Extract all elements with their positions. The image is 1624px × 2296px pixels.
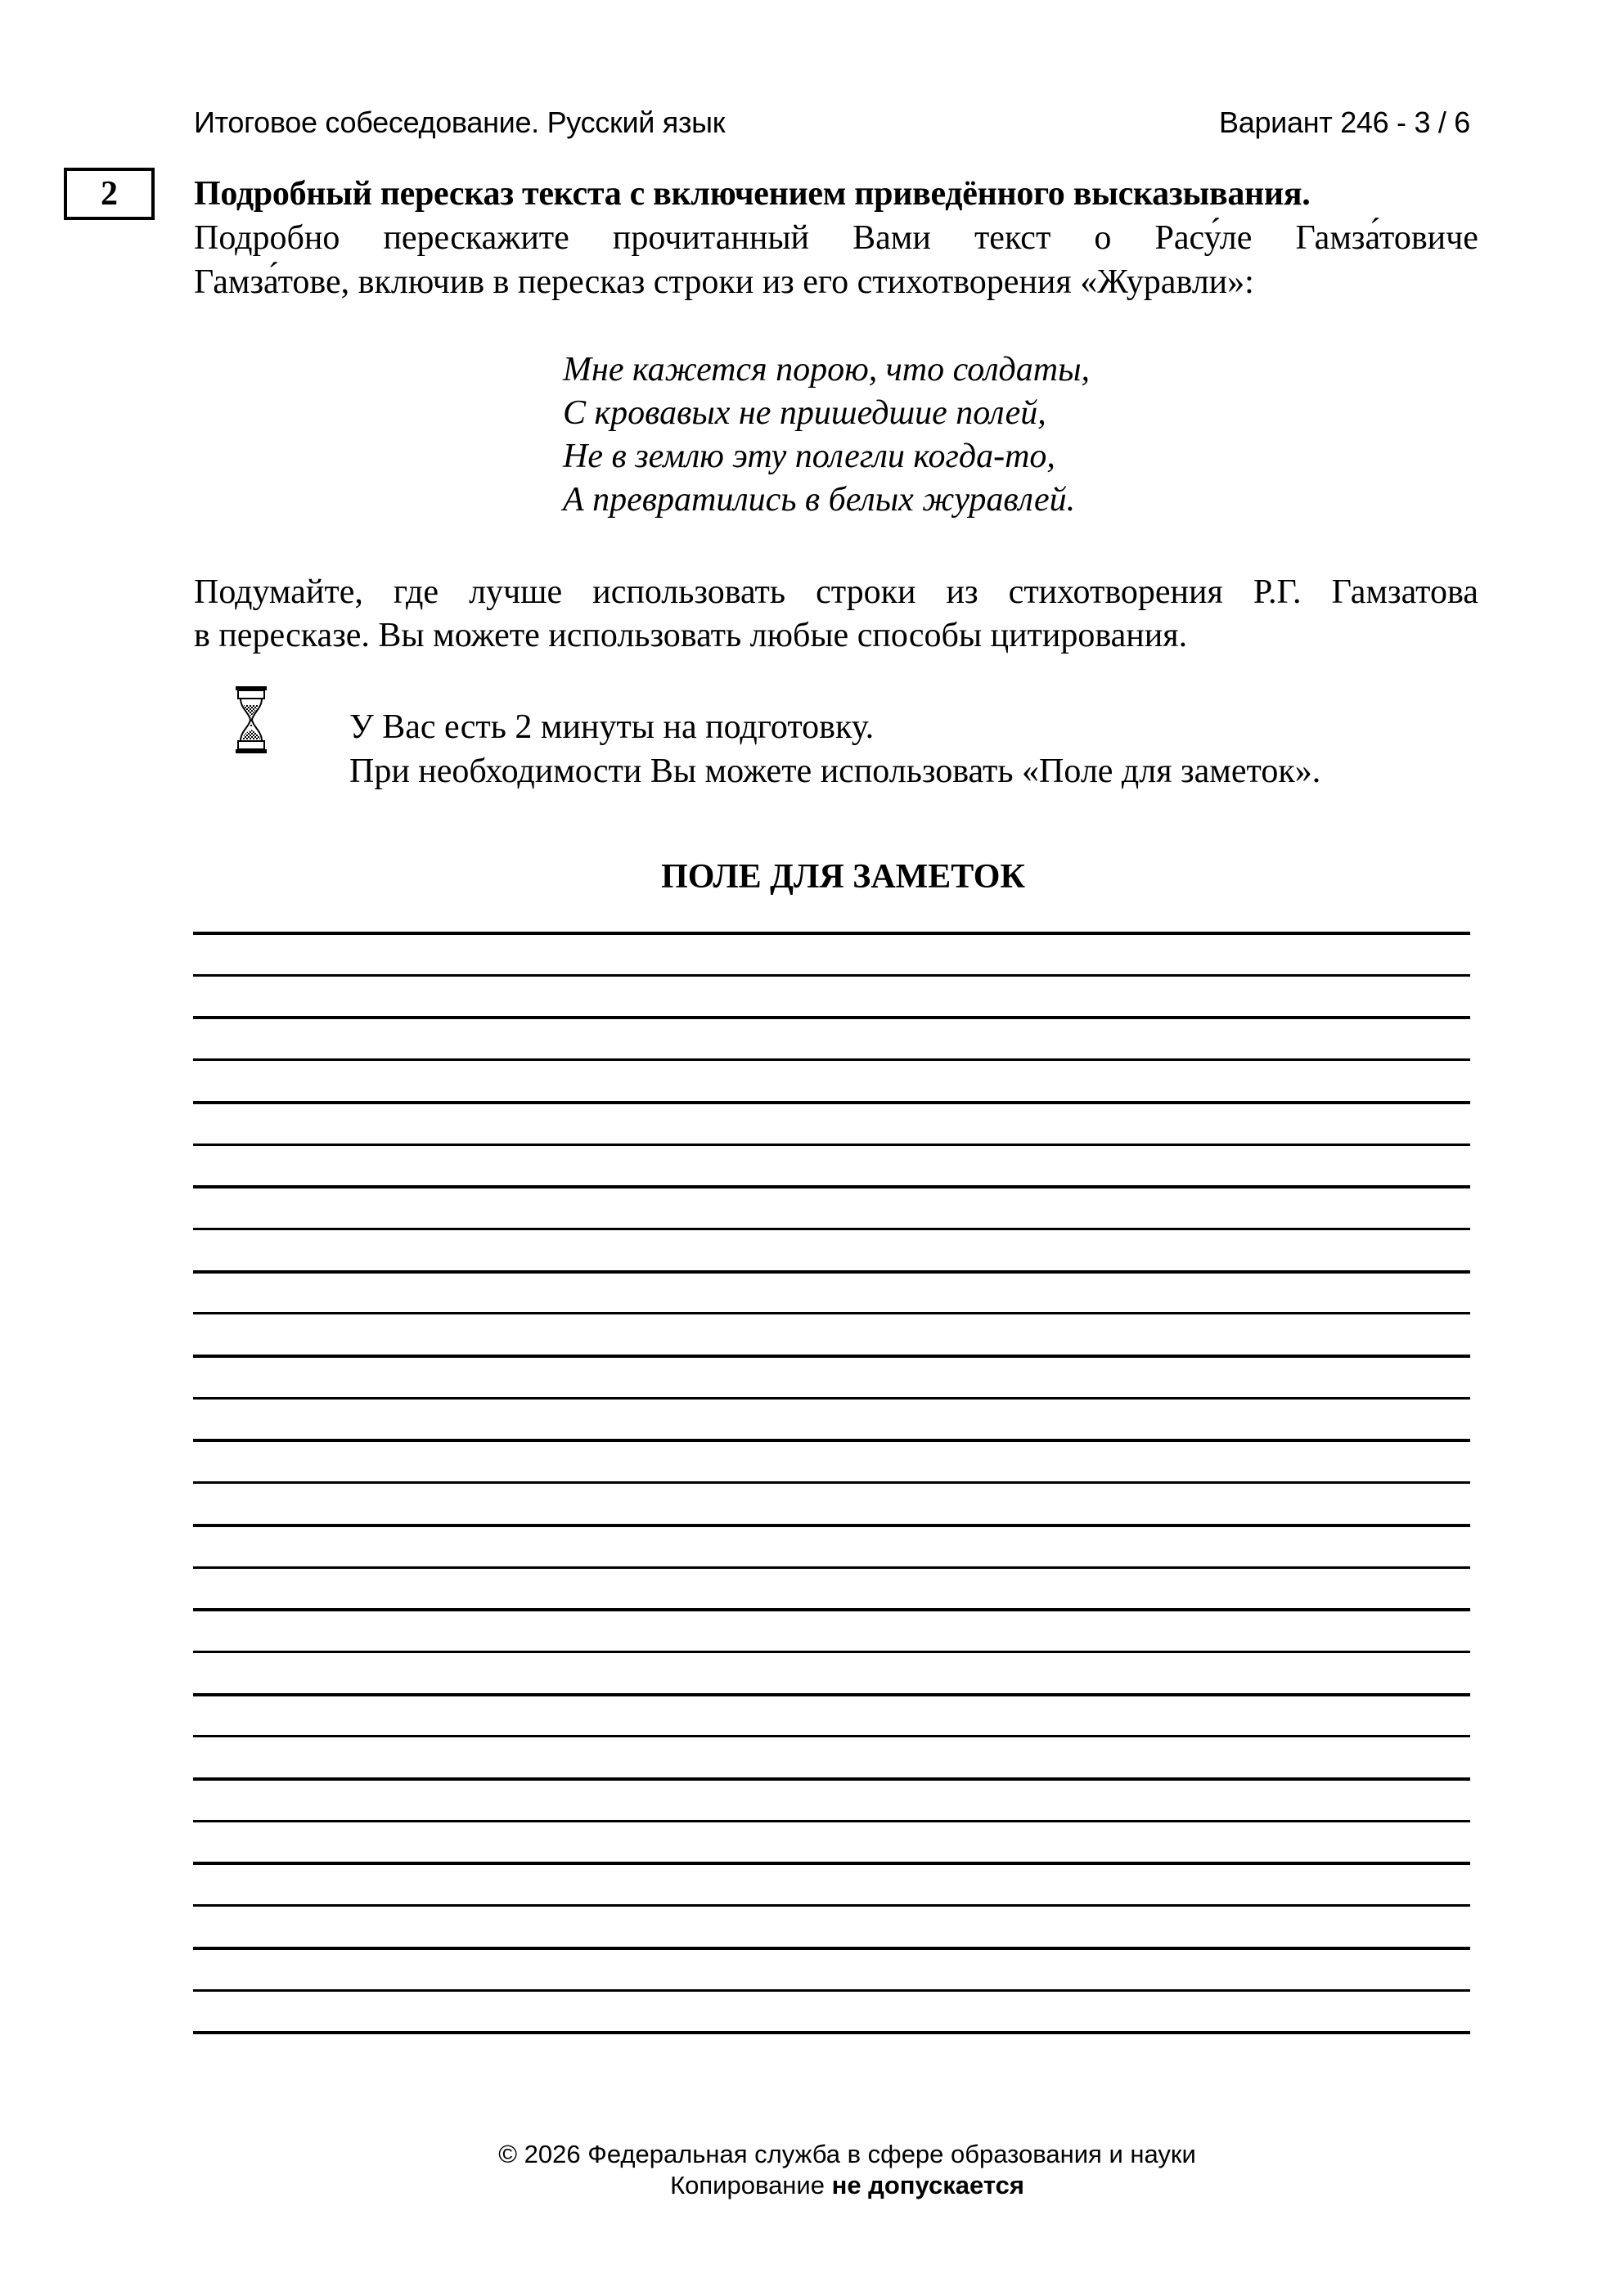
instr-word: прочитанный	[612, 219, 810, 257]
note-line	[193, 1481, 1470, 1484]
preparation-note	[349, 705, 1320, 793]
instr-word: о	[1094, 219, 1112, 257]
header-title: Итоговое собеседование. Русский язык	[194, 106, 726, 139]
notes-title-text: ПОЛЕ ДЛЯ ЗАМЕТОК	[661, 858, 1025, 896]
note-line	[193, 932, 1470, 935]
footer-copy-prefix: Копирование	[670, 2171, 825, 2199]
note-line	[193, 1608, 1470, 1611]
note-line	[193, 1185, 1470, 1188]
footer-copyright: © 2026 Федеральная служба в сфере образования и науки	[498, 2140, 1196, 2168]
advice-word: где	[393, 573, 439, 611]
instr-word: Подробно	[194, 219, 340, 257]
note-line	[193, 1947, 1470, 1950]
note-line	[193, 1651, 1470, 1653]
poem-line: Не в землю эту полегли когда-то,	[563, 438, 1055, 475]
note-line	[193, 1101, 1470, 1104]
poem-quote	[563, 348, 1090, 522]
note-line	[193, 1862, 1470, 1865]
note-line	[193, 1735, 1470, 1737]
advice-word: Гамзатова	[1331, 573, 1478, 611]
header-variant: Вариант 246 - 3 / 6	[1219, 106, 1470, 139]
advice-word: строки	[816, 573, 916, 611]
task-body	[194, 172, 1478, 304]
note-line	[193, 1693, 1470, 1696]
footer-copy-bold: не допускается	[831, 2171, 1024, 2199]
hourglass-icon	[235, 684, 268, 756]
note-line	[193, 1820, 1470, 1822]
note-line	[193, 1270, 1470, 1274]
advice-word: использовать	[592, 573, 786, 611]
poem-line: Мне кажется порою, что солдаты,	[563, 351, 1091, 389]
note-line	[193, 1228, 1470, 1230]
task-instruction-line2: Гамза́тове, включив в пересказ строки из его стихотворения «Журавли»:	[194, 263, 1254, 301]
instr-word: Вами	[852, 219, 931, 257]
advice-paragraph	[194, 571, 1478, 658]
note-line	[193, 974, 1470, 977]
poem-line: А превратились в белых журавлей.	[563, 481, 1076, 519]
note-line	[193, 1144, 1470, 1146]
footer	[0, 2139, 1624, 2201]
task-instruction-line1	[194, 216, 1478, 260]
advice-word: из	[946, 573, 978, 611]
footer-copy-notice	[35, 2170, 1624, 2201]
note-line	[193, 1439, 1470, 1442]
note-line	[193, 1016, 1470, 1019]
note-line	[193, 1312, 1470, 1314]
note-line	[193, 1355, 1470, 1358]
task-number: 2	[101, 175, 118, 213]
note-line	[193, 1989, 1470, 1992]
advice-word: стихотворения	[1008, 573, 1223, 611]
advice-word: Подумайте,	[194, 573, 363, 611]
instr-word: перескажите	[383, 219, 569, 257]
advice-word: лучше	[469, 573, 563, 611]
note-line	[193, 1566, 1470, 1569]
instr-word: текст	[974, 219, 1051, 257]
note-line	[193, 2031, 1470, 2034]
task-title: Подробный пересказ текста с включением приведённого высказывания.	[194, 175, 1311, 213]
advice-line1	[194, 571, 1478, 614]
note-line	[193, 1777, 1470, 1781]
advice-word: Р.Г.	[1253, 573, 1302, 611]
instr-word: Расу́ле	[1154, 219, 1253, 257]
note-line	[193, 1397, 1470, 1400]
note-line	[193, 1058, 1470, 1061]
note-line	[193, 1524, 1470, 1527]
advice-line2: в пересказе. Вы можете использовать любые способы цитирования.	[194, 617, 1188, 654]
instr-word: Гамза́товиче	[1295, 219, 1478, 257]
poem-line: С кровавых не пришедшие полей,	[563, 394, 1046, 432]
task-number-box	[64, 168, 155, 220]
notes-field-title	[0, 852, 1624, 901]
notes-hint: При необходимости Вы можете использовать «Поле для заметок».	[349, 753, 1321, 790]
note-line	[193, 1904, 1470, 1907]
preparation-time: У Вас есть 2 минуты на подготовку.	[349, 708, 875, 746]
